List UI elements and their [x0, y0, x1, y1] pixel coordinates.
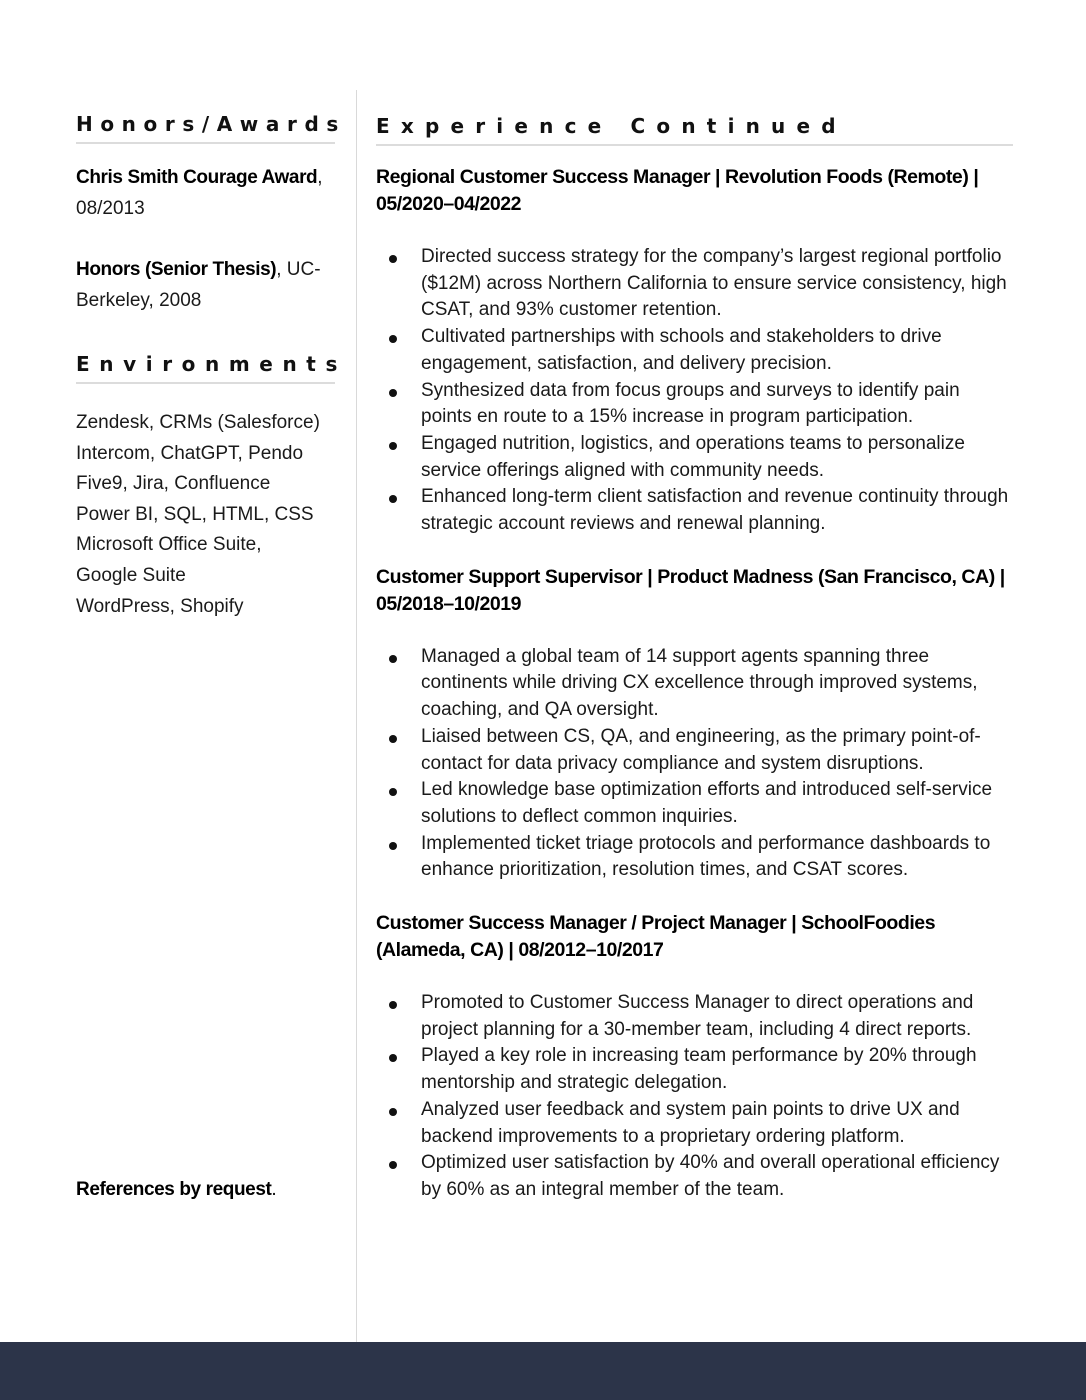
list-item: [376, 644, 1013, 724]
list-item: [376, 1043, 1013, 1096]
bullet-text: Implemented ticket triage protocols and performance dashboards to enhance prioritization, resolution times, and CSAT scores.: [421, 832, 991, 881]
environment-item: Zendesk, CRMs (Salesforce): [76, 412, 320, 433]
bullet-text: Engaged nutrition, logistics, and operations teams to personalize service offerings aligned with community needs.: [421, 432, 965, 481]
job-title: Customer Support Supervisor | Product Madness (San Francisco, CA) | 05/2018–10/2019: [376, 565, 1005, 615]
bullet-icon: [389, 335, 397, 343]
award-item: [76, 254, 335, 316]
environment-item: Power BI, SQL, HTML, CSS: [76, 503, 314, 525]
list-item: [376, 831, 1013, 884]
bullet-text: Promoted to Customer Success Manager to direct operations and project planning for a 30-member team, including 4 direct reports.: [421, 992, 974, 1040]
bullet-text: Enhanced long-term client satisfaction and revenue continuity through strategic account reviews and renewal planning.: [421, 486, 1009, 535]
bullet-icon: [389, 842, 397, 850]
award-name: Honors (Senior Thesis): [76, 259, 277, 280]
list-item: [376, 378, 1013, 431]
bullet-icon: [389, 255, 397, 263]
list-item: [376, 324, 1013, 377]
job-bullets: [376, 990, 1013, 1204]
references-text: References by request: [76, 1179, 272, 1200]
environment-item: Five9, Jira, Confluence: [76, 473, 271, 495]
list-item: [376, 724, 1013, 777]
list-item: [376, 1097, 1013, 1150]
left-column: [76, 112, 347, 622]
environment-item: Microsoft Office Suite,: [76, 534, 262, 556]
job-bullets: [376, 644, 1013, 884]
footer-bar: [0, 1342, 1086, 1400]
job-title: Customer Success Manager / Project Manager | SchoolFoodies (Alameda, CA) | 08/2012–10/2017: [376, 912, 936, 962]
bullet-text: Optimized user satisfaction by 40% and overall operational efficiency by 60% as an integral member of the team.: [421, 1152, 1000, 1200]
job-bullets: [376, 244, 1013, 538]
bullet-icon: [389, 735, 397, 743]
list-item: [376, 484, 1013, 537]
right-column: [376, 114, 1013, 1204]
bullet-icon: [389, 1001, 397, 1009]
honors-awards-heading: Honors/Awards: [76, 112, 335, 144]
job-entry: [376, 564, 1013, 884]
bullet-text: Analyzed user feedback and system pain points to drive UX and backend improvements to a proprietary ordering platform.: [421, 1098, 960, 1147]
environments-heading: Environments: [76, 352, 335, 384]
bullet-icon: [389, 655, 397, 663]
bullet-icon: [389, 1108, 397, 1116]
bullet-text: Directed success strategy for the company’s largest regional portfolio ($12M) across Northern California to ensure service consistency, high CSAT, and 93% customer retention.: [421, 246, 1007, 321]
experience-heading: Experience Continued: [376, 114, 1013, 146]
references-period: .: [271, 1179, 277, 1200]
bullet-text: Managed a global team of 14 support agents spanning three continents while driving CX excellence through improved systems, coaching, and QA oversight.: [421, 645, 978, 721]
list-item: [376, 990, 1013, 1043]
award-name: Chris Smith Courage Award: [76, 167, 318, 188]
bullet-icon: [389, 389, 397, 397]
bullet-text: Liaised between CS, QA, and engineering, as the primary point-of-contact for data privacy compliance and system disruptions.: [421, 725, 981, 774]
bullet-text: Played a key role in increasing team performance by 20% through mentorship and strategic delegation.: [421, 1045, 977, 1094]
bullet-icon: [389, 495, 397, 503]
bullet-text: Led knowledge base optimization efforts and introduced self-service solutions to deflect common inquiries.: [421, 779, 993, 827]
bullet-text: Synthesized data from focus groups and surveys to identify pain points en route to a 15% increase in program participation.: [421, 379, 960, 428]
job-entry: [376, 910, 1013, 1204]
environment-item: WordPress, Shopify: [76, 595, 244, 617]
list-item: [376, 244, 1013, 324]
bullet-text: Cultivated partnerships with schools and stakeholders to drive engagement, satisfaction, and delivery precision.: [421, 326, 942, 374]
bullet-icon: [389, 788, 397, 796]
environments-list: [76, 408, 335, 622]
bullet-icon: [389, 1161, 397, 1169]
environment-item: Google Suite: [76, 564, 186, 586]
job-title: Regional Customer Success Manager | Revolution Foods (Remote) | 05/2020–04/2022: [376, 166, 979, 215]
award-item: [76, 162, 335, 224]
job-entry: [376, 164, 1013, 538]
list-item: [376, 777, 1013, 830]
award-detail: , 08/2013: [76, 167, 323, 219]
bullet-icon: [389, 442, 397, 450]
references-note: [76, 1176, 277, 1204]
bullet-icon: [389, 1054, 397, 1062]
list-item: [376, 1150, 1013, 1203]
column-divider: [356, 90, 357, 1342]
award-detail: , UC-Berkeley, 2008: [76, 259, 321, 311]
environment-item: Intercom, ChatGPT, Pendo: [76, 442, 304, 464]
list-item: [376, 431, 1013, 484]
